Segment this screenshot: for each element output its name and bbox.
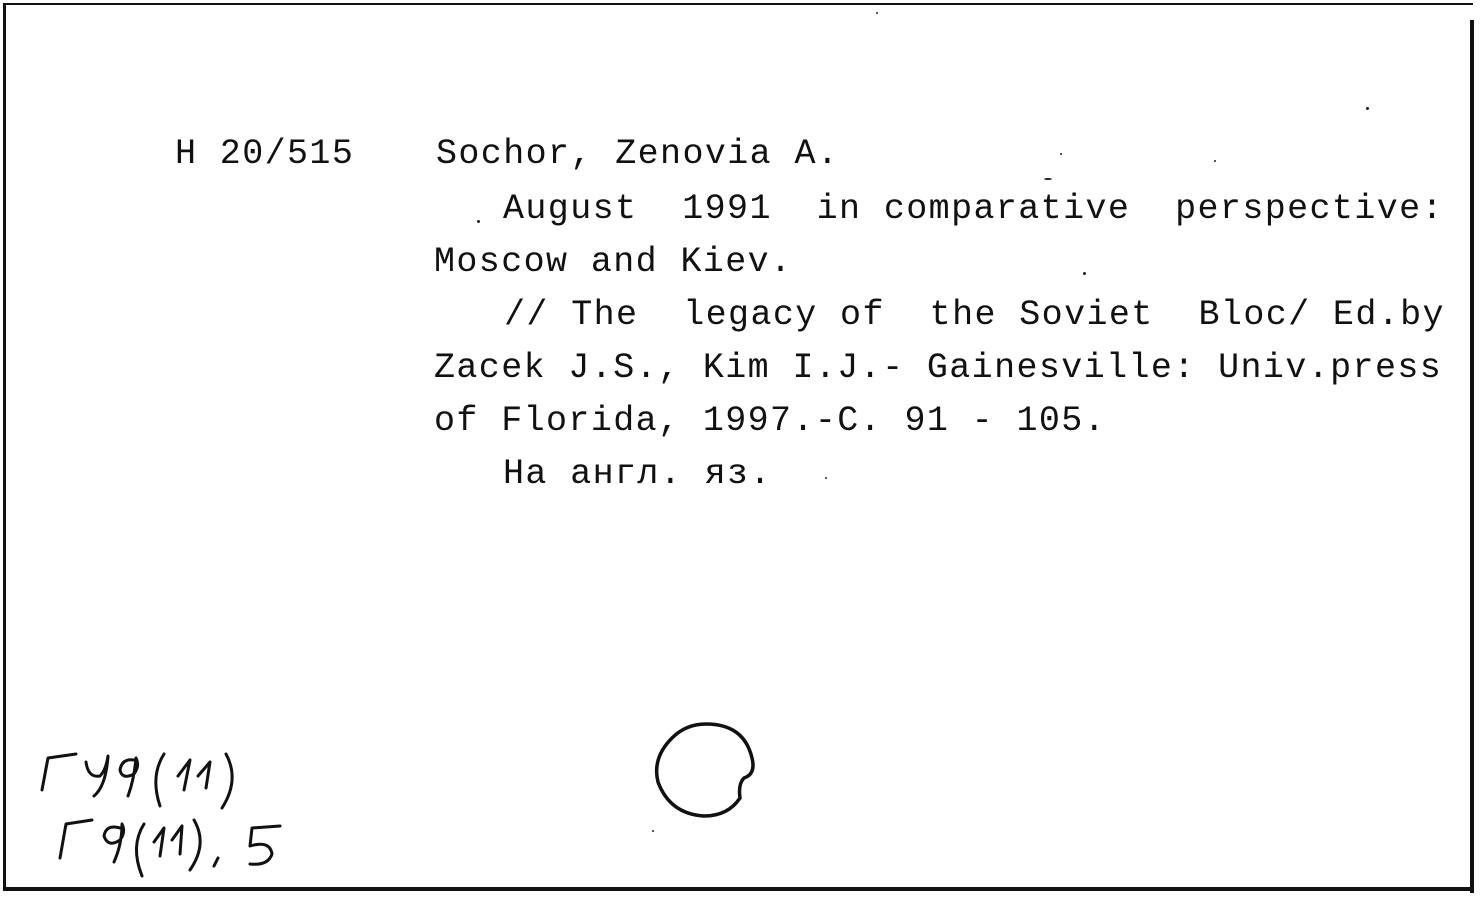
punch-hole-ring — [648, 718, 764, 822]
scan-speck — [652, 830, 654, 832]
source-line-2: Zacek J.S., Kim I.J.- Gainesville: Univ.press — [434, 348, 1443, 388]
card-right-edge — [1470, 20, 1474, 893]
scan-speck — [1060, 153, 1062, 155]
language-note: На англ. яз. — [503, 454, 772, 494]
source-line-1: // The legacy of the Soviet Bloc/ Ed.by — [504, 295, 1445, 335]
scan-speck — [1083, 272, 1086, 275]
scan-speck — [1366, 107, 1369, 110]
scan-speck — [825, 477, 827, 479]
handwritten-shelf-marks — [30, 740, 310, 880]
scan-speck — [477, 220, 480, 223]
source-line-3: of Florida, 1997.-C. 91 - 105. — [434, 401, 1107, 441]
author: Sochor, Zenovia A. — [436, 134, 840, 174]
scan-speck — [1044, 178, 1052, 180]
scan-speck — [876, 12, 878, 14]
scan-speck — [1214, 160, 1216, 162]
title-line-2: Moscow and Kiev. — [434, 242, 793, 282]
call-number: H 20/515 — [175, 134, 355, 174]
title-line-1: August 1991 in comparative perspective: — [503, 189, 1444, 229]
